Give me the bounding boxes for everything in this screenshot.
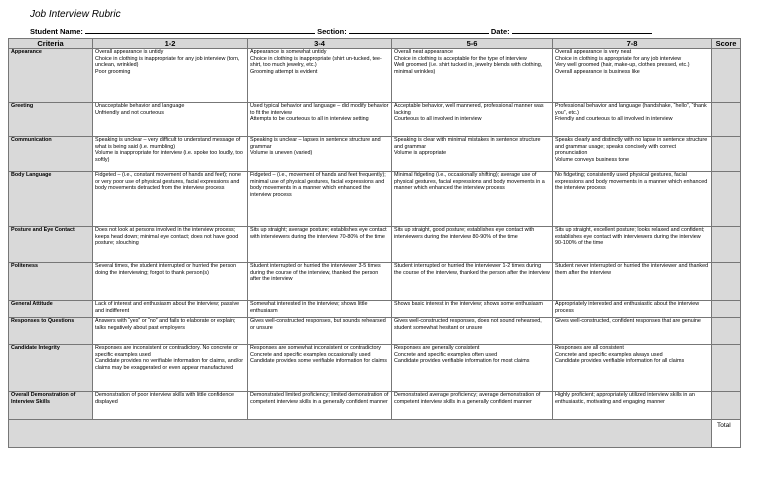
descriptor-cell-c2 (248, 392, 392, 420)
descriptor-line: Sits up straight; average posture; establishes eye contact with interviewers during the interview 70-80% of the time (250, 227, 387, 240)
rubric-row (9, 392, 741, 420)
descriptor-cell-c2 (248, 345, 392, 392)
descriptor-cell-c1 (93, 227, 248, 263)
score-cell[interactable] (712, 49, 741, 103)
descriptor-line: minimal use of physical gestures, facial expressions and body movements in a manner which enhanced the interview process (250, 178, 385, 199)
descriptor-cell-c1 (93, 301, 248, 318)
descriptor-line: Student interrupted or hurried the interviewer 3-5 times during the course of the interview, thanked the person after the interview (250, 263, 381, 283)
descriptor-line: Overall appearance is business like (555, 69, 640, 76)
header-score: Score (712, 39, 741, 49)
descriptor-cell-c3 (392, 227, 553, 263)
descriptor-cell-c3 (392, 345, 553, 392)
descriptor-cell-c4 (553, 263, 712, 301)
criteria-cell: Appearance (9, 49, 93, 103)
total-row (9, 420, 741, 448)
descriptor-line: Attempts to be courteous to all in interview setting (250, 116, 369, 123)
descriptor-cell-c4 (553, 345, 712, 392)
score-cell[interactable] (712, 345, 741, 392)
descriptor-cell-c2 (248, 49, 392, 103)
descriptor-line: Professional behavior and language (handshake, “hello”, “thank you”, etc.) (555, 103, 707, 116)
descriptor-line: Highly proficient; appropriately utilized interview skills in an enthusiastic, motivating and engaging manner (555, 392, 695, 405)
descriptor-cell-c4 (553, 227, 712, 263)
score-cell[interactable] (712, 318, 741, 345)
descriptor-cell-c3 (392, 49, 553, 103)
descriptor-line: Answers with “yes” or “no” and fails to elaborate or explain; talks negatively about past employers (95, 318, 236, 331)
descriptor-line: Courteous to all involved in interview (394, 116, 482, 123)
score-cell[interactable] (712, 137, 741, 172)
descriptor-cell-c4 (553, 137, 712, 172)
descriptor-line: Appearance is somewhat untidy (250, 49, 327, 55)
descriptor-line: Somewhat interested in the interview; shows little enthusiasm (250, 301, 368, 314)
descriptor-line: Overall appearance is untidy (95, 49, 164, 55)
descriptor-cell-c1 (93, 345, 248, 392)
descriptor-line: Lack of interest and enthusiasm about the interview; passive and indifferent (95, 301, 240, 314)
descriptor-line: Choice in clothing is inappropriate for any job interview (torn, unclean, wrinkled) (95, 55, 240, 69)
descriptor-cell-c1 (93, 263, 248, 301)
descriptor-line: Student never interrupted or hurried the interviewer and thanked them after the interview (555, 263, 709, 276)
criteria-cell: General Attitude (9, 301, 93, 318)
descriptor-cell-c4 (553, 318, 712, 345)
criteria-cell: Candidate Integrity (9, 345, 93, 392)
descriptor-line: Gives well-constructed, confident responses that are genuine (555, 318, 701, 324)
rubric-row (9, 318, 741, 345)
descriptor-line: Choice in clothing is inappropriate (shirt un-tucked, tee-shirt, too much jewelry, etc.) (250, 55, 382, 69)
score-cell[interactable] (712, 392, 741, 420)
descriptor-cell-c4 (553, 392, 712, 420)
header-row (9, 39, 741, 49)
student-name-label: Student Name: (30, 27, 83, 36)
date-label: Date: (490, 27, 510, 36)
descriptor-line: Choice in clothing is appropriate for any job interview (555, 55, 682, 62)
descriptor-line: Speaks clearly and distinctly with no lapse in sentence structure and grammar usage; speaks concisely with correct pronunciation (555, 137, 708, 157)
descriptor-line: Speaking is unclear – very difficult to understand message of what is being said (i.e. mumbling) (95, 137, 241, 150)
descriptor-line: Fidgeted – (i.e., constant movement of hands and feet); none or very poor use of physical gestures, facial expressions and body movements detracted from the interview process (95, 172, 241, 192)
descriptor-cell-c4 (553, 301, 712, 318)
descriptor-line: Gives well-constructed responses, does not sound rehearsed, student somewhat hesitant or unsure (394, 318, 542, 331)
descriptor-cell-c2 (248, 172, 392, 227)
descriptor-cell-c3 (392, 103, 553, 137)
date-blank[interactable] (512, 25, 652, 34)
score-cell[interactable] (712, 301, 741, 318)
descriptor-cell-c3 (392, 392, 553, 420)
rubric-row (9, 49, 741, 103)
descriptor-cell-c2 (248, 301, 392, 318)
descriptor-line: Minimal fidgeting (i.e., occasionally shifting); average use of physical gestures, facial expressions and body movements in a manner which enhanced the interview process (394, 172, 545, 192)
descriptor-line: Unacceptable behavior and language (95, 103, 185, 109)
descriptor-cell-c3 (392, 301, 553, 318)
descriptor-line: No fidgeting; consistently used physical gestures, facial expressions and body movements in a manner which enhanced the interview process (555, 172, 708, 192)
criteria-cell: Greeting (9, 103, 93, 137)
rubric-table (8, 38, 741, 448)
rubric-row (9, 137, 741, 172)
descriptor-cell-c1 (93, 172, 248, 227)
descriptor-line: Grooming attempt is evident (250, 69, 318, 76)
descriptor-line: Demonstration of poor interview skills with little confidence displayed (95, 392, 235, 405)
student-name-blank[interactable] (85, 25, 315, 34)
descriptor-cell-c3 (392, 172, 553, 227)
descriptor-line: Speaking is clear with minimal mistakes in sentence structure and grammar (394, 137, 541, 150)
descriptor-line: Sits up straight, excellent posture; looks relaxed and confident; establishes eye contact with interviewers during the interview 90-100% of the time (555, 227, 705, 247)
descriptor-line: Responses are generally consistent (394, 345, 480, 351)
descriptor-line: Overall appearance is very neat (555, 49, 632, 55)
criteria-cell: Responses to Questions (9, 318, 93, 345)
descriptor-line: Candidate provides some verifiable information for claims (250, 358, 387, 365)
descriptor-cell-c2 (248, 227, 392, 263)
descriptor-cell-c1 (93, 318, 248, 345)
descriptor-line: Student interrupted or hurried the interviewer 1-2 times during the course of the interview, thanked the person after the interview (394, 263, 550, 276)
descriptor-line: Volume is appropriate (394, 150, 447, 157)
descriptor-line: Friendly and courteous to all involved in interview (555, 116, 673, 123)
descriptor-line: Demonstrated average proficiency; average demonstration of competent interview skills in a generally confident manner (394, 392, 541, 405)
descriptor-cell-c4 (553, 172, 712, 227)
score-cell[interactable] (712, 263, 741, 301)
descriptor-line: Concrete and specific examples always used (555, 351, 663, 358)
total-label: Total (712, 420, 741, 448)
rubric-row (9, 301, 741, 318)
descriptor-cell-c3 (392, 263, 553, 301)
criteria-cell: Politeness (9, 263, 93, 301)
score-cell[interactable] (712, 227, 741, 263)
descriptor-line: Gives well-constructed responses, but sounds rehearsed or unsure (250, 318, 386, 331)
header-criteria: Criteria (9, 39, 93, 49)
total-row-spacer (9, 420, 712, 448)
header-level-1-2: 1-2 (93, 39, 248, 49)
section-blank[interactable] (349, 25, 489, 34)
descriptor-cell-c1 (93, 103, 248, 137)
rubric-row (9, 103, 741, 137)
descriptor-cell-c2 (248, 263, 392, 301)
criteria-cell: Overall Demonstration of Interview Skills (9, 392, 93, 420)
descriptor-cell-c2 (248, 318, 392, 345)
descriptor-line: Fidgeted – (i.e., movement of hands and feet frequently); (250, 172, 386, 178)
criteria-cell: Posture and Eye Contact (9, 227, 93, 263)
criteria-cell: Communication (9, 137, 93, 172)
descriptor-cell-c2 (248, 103, 392, 137)
rubric-row (9, 263, 741, 301)
header-level-3-4: 3-4 (248, 39, 392, 49)
descriptor-cell-c4 (553, 103, 712, 137)
score-cell[interactable] (712, 103, 741, 137)
student-info-line (30, 25, 652, 37)
descriptor-line: Concrete and specific examples occasionally used (250, 351, 371, 358)
descriptor-line: Unfriendly and not courteous (95, 109, 164, 116)
document-title: Job Interview Rubric (30, 9, 121, 20)
descriptor-line: Overall neat appearance (394, 49, 454, 55)
descriptor-line: Concrete and specific examples often used (394, 351, 498, 358)
header-level-7-8: 7-8 (553, 39, 712, 49)
descriptor-line: Does not look at persons involved in the interview process; keeps head down; minimal eye contact; does not have good posture; slouching (95, 227, 239, 247)
rubric-row (9, 227, 741, 263)
rubric-row (9, 172, 741, 227)
rubric-row (9, 345, 741, 392)
descriptor-line: Volume conveys business tone (555, 157, 630, 164)
descriptor-cell-c1 (93, 392, 248, 420)
descriptor-line: Choice in clothing is acceptable for the type of interview (394, 55, 527, 62)
descriptor-cell-c4 (553, 49, 712, 103)
header-level-5-6: 5-6 (392, 39, 553, 49)
descriptor-line: Volume is inappropriate for interview (i.e. spoke too loudly, too softly) (95, 150, 243, 164)
descriptor-line: Candidate provides no verifiable information for claims, and/or claims may be exaggerated or even appear manufactured (95, 358, 244, 372)
descriptor-cell-c3 (392, 318, 553, 345)
descriptor-line: Poor grooming (95, 69, 131, 76)
descriptor-line: Speaking is unclear – lapses in sentence structure and grammar (250, 137, 381, 150)
section-label: Section: (317, 27, 347, 36)
descriptor-line: Well groomed (i.e. shirt tucked in, jewelry blends with clothing, minimal wrinkles) (394, 62, 543, 76)
descriptor-line: Demonstrated limited proficiency; limited demonstration of competent interview skills in a generally confident manner (250, 392, 389, 405)
descriptor-line: Appropriately interested and enthusiastic about the interview process (555, 301, 700, 314)
descriptor-line: Candidate provides verifiable information for all claims (555, 358, 685, 365)
rubric-body (9, 49, 741, 448)
score-cell[interactable] (712, 172, 741, 227)
descriptor-line: Responses are inconsistent or contradictory. No concrete or specific examples used (95, 345, 238, 358)
descriptor-line: Volume is uneven (varied) (250, 150, 313, 157)
criteria-cell: Body Language (9, 172, 93, 227)
descriptor-line: Responses are somewhat inconsistent or contradictory (250, 345, 381, 351)
descriptor-line: Acceptable behavior, well mannered, professional manner was lacking (394, 103, 544, 116)
descriptor-cell-c2 (248, 137, 392, 172)
descriptor-line: Responses are all consistent (555, 345, 624, 351)
descriptor-line: Used typical behavior and language – did modify behavior to fit the interview (250, 103, 389, 116)
descriptor-line: Several times, the student interrupted or hurried the person doing the interviewing; forgot to thank person(s) (95, 263, 237, 276)
descriptor-line: Sits up straight, good posture; establishes eye contact with interviewers during the interview 80-90% of the time (394, 227, 535, 240)
descriptor-line: Candidate provides verifiable information for most claims (394, 358, 530, 365)
descriptor-line: Shows basic interest in the interview; shows some enthusiasm (394, 301, 543, 307)
descriptor-line: Very well groomed (hair, make-up, clothes pressed, etc.) (555, 62, 690, 69)
descriptor-cell-c3 (392, 137, 553, 172)
descriptor-cell-c1 (93, 137, 248, 172)
descriptor-cell-c1 (93, 49, 248, 103)
